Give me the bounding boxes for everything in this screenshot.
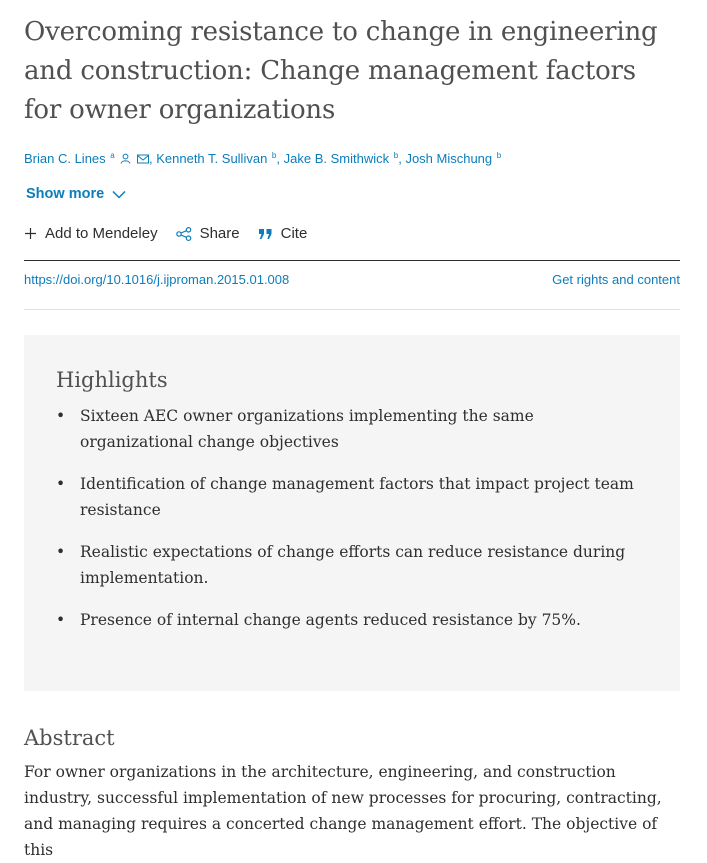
article-title: Overcoming resistance to change in engineering and construction: Change management factors for owner organizations: [24, 17, 658, 125]
quote-icon: [258, 228, 273, 240]
cite-label: Cite: [280, 225, 308, 242]
share-label: Share: [199, 225, 240, 242]
highlight-text: Presence of internal change agents reduced resistance by 75%.: [80, 611, 581, 629]
highlight-text: Identification of change management factors that impact project team resistance: [80, 475, 634, 519]
share-icon: [176, 227, 192, 241]
author-list: [24, 150, 680, 169]
abstract-heading: Abstract: [24, 726, 115, 750]
add-to-mendeley-button[interactable]: [24, 225, 158, 242]
author-separator: ,: [276, 151, 280, 166]
list-item: [56, 607, 650, 633]
doi-link[interactable]: https://doi.org/10.1016/j.ijproman.2015.01.008: [24, 271, 290, 287]
highlight-text: Realistic expectations of change efforts can reduce resistance during implementation.: [80, 543, 626, 587]
get-rights-link[interactable]: Get rights and content: [552, 271, 680, 287]
abstract-text: For owner organizations in the architecture, engineering, and construction industry, successful implementation of new processes for procuring, contracting, and managing requires a concerted change management effort. The objective of this: [24, 763, 662, 859]
bullet: •: [56, 611, 66, 629]
highlight-text: Sixteen AEC owner organizations implementing the same organizational change objectives: [80, 407, 534, 451]
abstract-section: [24, 723, 680, 863]
author-link[interactable]: Josh Mischung: [405, 151, 493, 166]
doi-row: [24, 261, 680, 297]
author-affiliation: b: [393, 150, 399, 160]
author-separator: ,: [148, 151, 153, 166]
show-more-button[interactable]: [26, 186, 126, 202]
mendeley-label: Add to Mendeley: [45, 225, 158, 242]
author-link[interactable]: Brian C. Lines: [24, 151, 106, 166]
bullet: •: [56, 475, 66, 493]
author-affiliation: b: [271, 150, 277, 160]
cite-button[interactable]: [258, 225, 308, 242]
plus-icon: [24, 227, 37, 240]
share-button[interactable]: [176, 225, 240, 242]
author-affiliation: b: [496, 150, 502, 160]
article-actions: [24, 225, 680, 242]
author-affiliation: a: [110, 150, 115, 160]
author-link[interactable]: Kenneth T. Sullivan: [156, 151, 268, 166]
article-page: [24, 0, 680, 863]
list-item: [56, 539, 650, 591]
show-more-label: Show more: [26, 186, 105, 202]
bullet: •: [56, 543, 66, 561]
highlights-list: [56, 403, 650, 633]
highlights-heading: Highlights: [56, 368, 168, 392]
author-separator: ,: [398, 151, 402, 166]
person-icon[interactable]: [120, 151, 131, 169]
list-item: [56, 403, 650, 455]
highlights-box: [24, 335, 680, 691]
author-link[interactable]: Jake B. Smithwick: [283, 151, 390, 166]
email-icon[interactable]: [137, 151, 149, 169]
bullet: •: [56, 407, 66, 425]
divider: [24, 309, 680, 310]
list-item: [56, 471, 650, 523]
chevron-down-icon: [112, 190, 126, 199]
